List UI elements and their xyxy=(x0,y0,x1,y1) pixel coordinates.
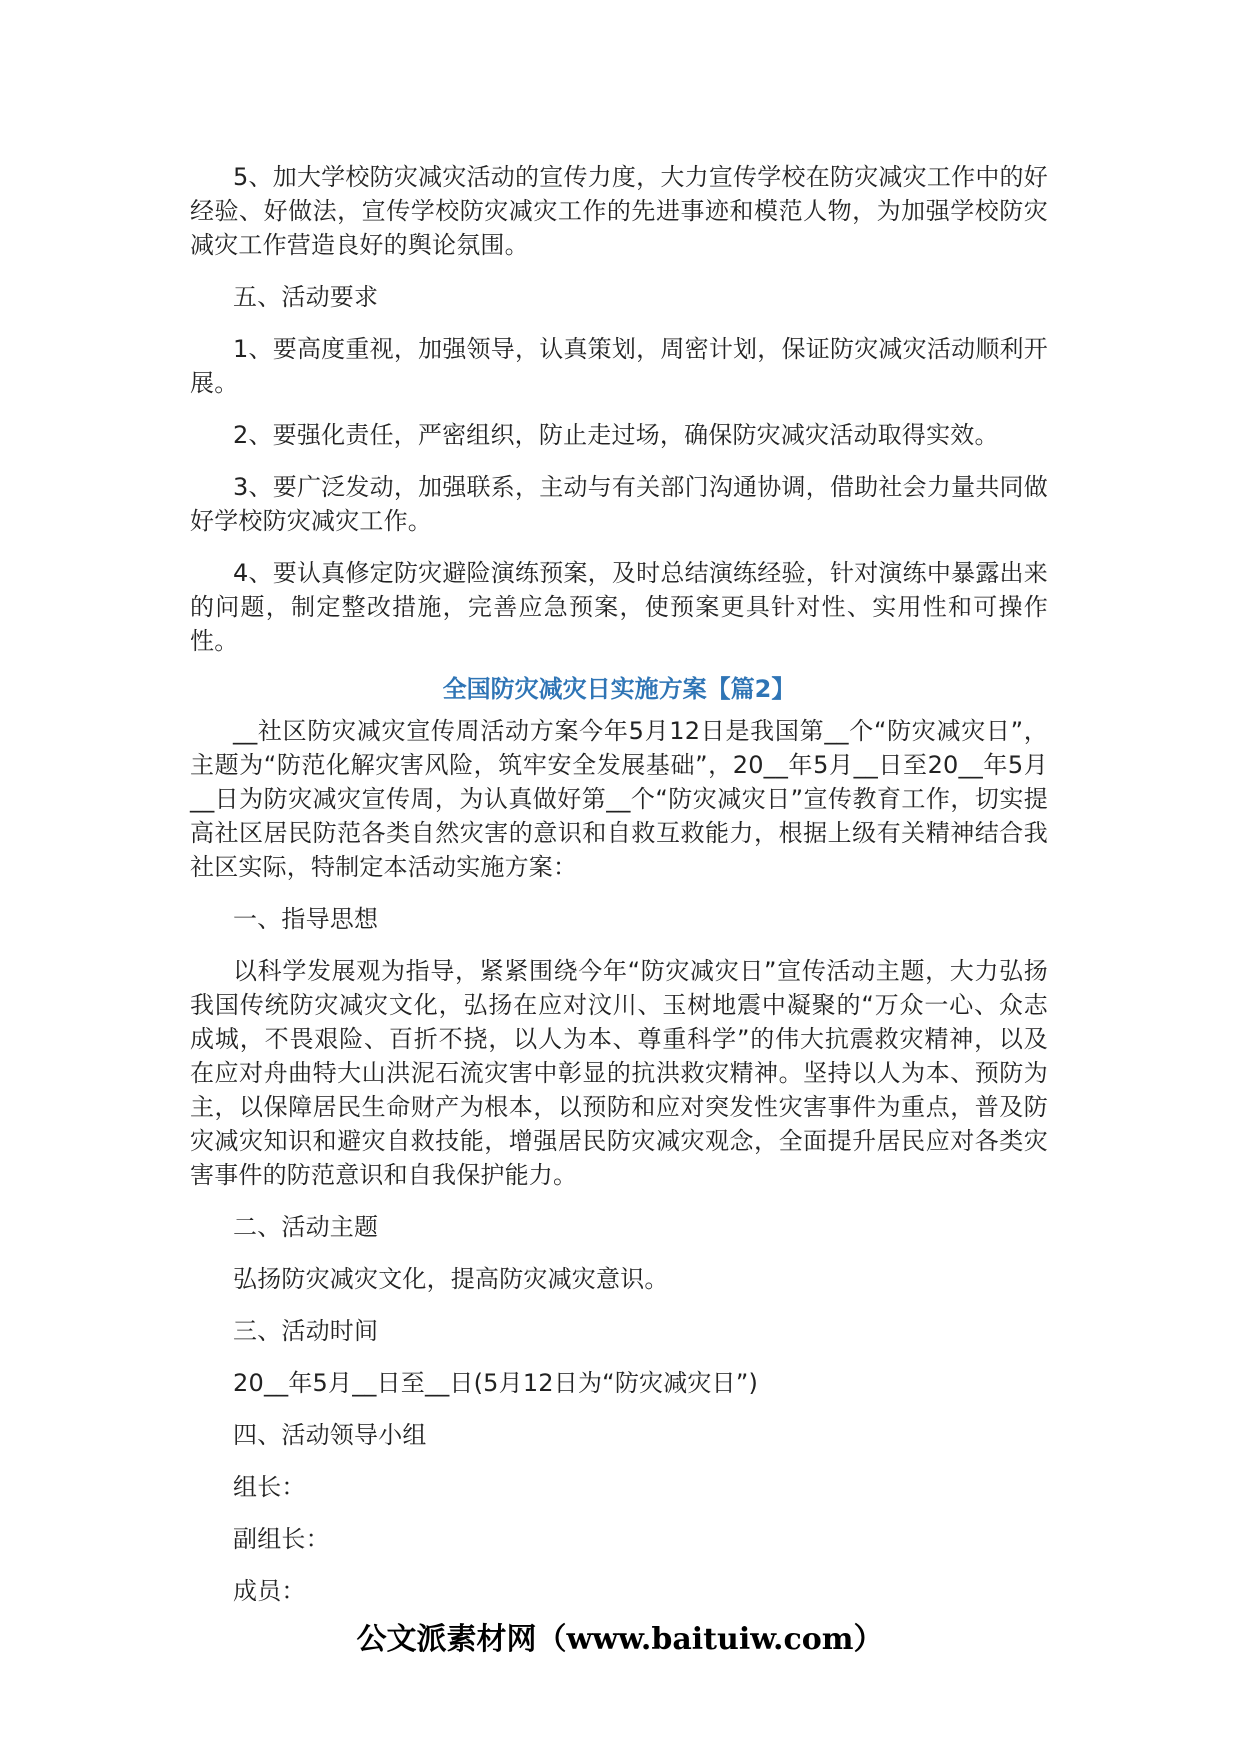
heading-leadership-group: 四、活动领导小组 xyxy=(233,1421,427,1449)
paragraph: 20__年5月__日至__日(5月12日为“防灾减灾日”) xyxy=(233,1369,759,1397)
footer-watermark: 公文派素材网（www.baituiw.com） xyxy=(356,1622,884,1657)
group-leader: 组长： xyxy=(233,1473,306,1501)
paragraph: 5、加大学校防灾减灾活动的宣传力度，大力宣传学校在防灾减灾工作中的好经验、好做法，宣传学校防灾减灾工作的先进事迹和模范人物，为加强学校防灾减灾工作营造良好的舆论氛围。 xyxy=(190,163,1048,259)
section-title: 全国防灾减灾日实施方案【篇2】 xyxy=(442,675,796,703)
paragraph: __社区防灾减灾宣传周活动方案今年5月12日是我国第__个“防灾减灾日”，主题为“防范化解灾害风险，筑牢安全发展基础”，20__年5月__日至20__年5月__日为防灾减灾宣传周，为认真做好第__个“防灾减灾日”宣传教育工作，切实提高社区居民防范各类自然灾害的意识和自救互救能力，根据上级有关精神结合我社区实际，特制定本活动实施方案： xyxy=(190,717,1048,881)
document-body xyxy=(190,160,1048,1626)
paragraph: 以科学发展观为指导，紧紧围绕今年“防灾减灾日”宣传活动主题，大力弘扬我国传统防灾减灾文化，弘扬在应对汶川、玉树地震中凝聚的“万众一心、众志成城，不畏艰险、百折不挠，以人为本、尊重科学”的伟大抗震救灾精神，以及在应对舟曲特大山洪泥石流灾害中彰显的抗洪救灾精神。坚持以人为本、预防为主，以保障居民生命财产为根本，以预防和应对突发性灾害事件为重点，普及防灾减灾知识和避灾自救技能，增强居民防灾减灾观念，全面提升居民应对各类灾害事件的防范意识和自我保护能力。 xyxy=(190,957,1048,1189)
paragraph: 弘扬防灾减灾文化，提高防灾减灾意识。 xyxy=(233,1265,669,1293)
paragraph: 3、要广泛发动，加强联系，主动与有关部门沟通协调，借助社会力量共同做好学校防灾减灾工作。 xyxy=(190,473,1048,535)
heading-activity-requirements: 五、活动要求 xyxy=(233,283,379,311)
deputy-group-leader: 副组长： xyxy=(233,1525,330,1553)
paragraph: 1、要高度重视，加强领导，认真策划，周密计划，保证防灾减灾活动顺利开展。 xyxy=(190,335,1048,397)
heading-guiding-ideology: 一、指导思想 xyxy=(233,905,379,933)
paragraph: 2、要强化责任，严密组织，防止走过场，确保防灾减灾活动取得实效。 xyxy=(233,421,999,449)
heading-activity-time: 三、活动时间 xyxy=(233,1317,379,1345)
paragraph: 4、要认真修定防灾避险演练预案，及时总结演练经验，针对演练中暴露出来的问题，制定整改措施，完善应急预案，使预案更具针对性、实用性和可操作性。 xyxy=(190,559,1048,655)
group-members: 成员： xyxy=(233,1577,306,1605)
heading-activity-theme: 二、活动主题 xyxy=(233,1213,379,1241)
